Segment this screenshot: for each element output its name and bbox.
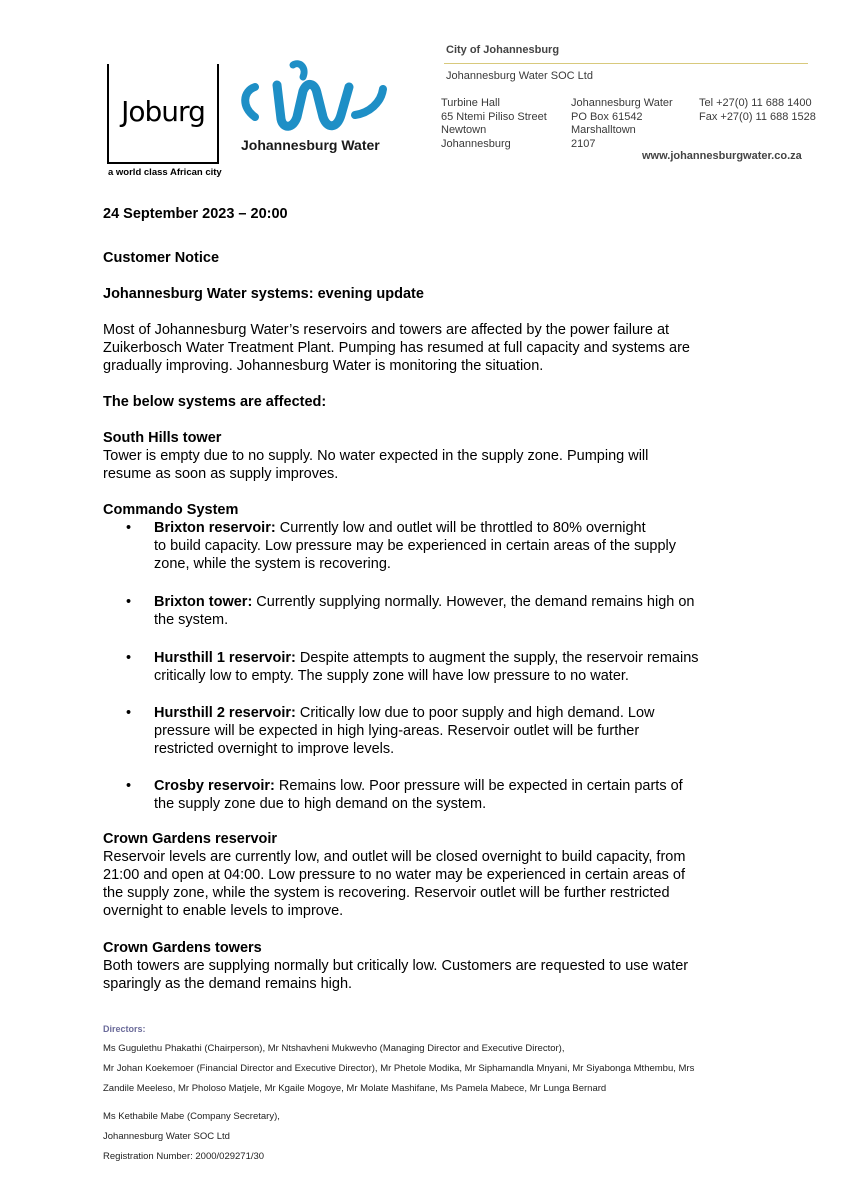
text-line: sparingly as the demand remains high. [103,976,353,992]
text-line: to build capacity. Low pressure may be experienced in certain areas of the supply [154,538,677,554]
address-line: Johannesburg [441,137,511,150]
joburg-wordmark: Joburg [121,95,205,128]
list-item [154,519,764,573]
intro-paragraph [103,321,763,375]
text-line: Johannesburg Water SOC Ltd [103,1131,230,1142]
list-item [154,704,764,758]
list-item [154,777,764,813]
item-text: Critically low due to poor supply and high demand. Low [295,705,655,721]
item-name: Hursthill 1 reservoir: [154,650,296,666]
johannesburg-water-logo [237,57,394,180]
header-address-physical [441,97,547,151]
item-text: Currently supplying normally. However, the demand remains high on [252,594,695,610]
text-line: resume as soon as supply improves. [103,466,339,482]
commando-heading: Commando System [103,502,239,518]
header-company: Johannesburg Water SOC Ltd [446,70,593,82]
company-secretary-block [103,1107,280,1167]
jw-wave-mark-icon [237,57,394,137]
text-line: pressure will be expected in high lying-areas. Reservoir outlet will be further [154,723,640,739]
text-line: gradually improving. Johannesburg Water is monitoring the situation. [103,358,544,374]
address-line: PO Box 61542 [571,110,643,123]
joburg-logo [97,57,225,180]
text-line: Zandile Meeleso, Mr Pholoso Matjele, Mr Kgaile Mogoye, Mr Molate Mashifane, Ms Pamela Mabece, Mr Lunga Bernard [103,1083,607,1094]
item-name: Brixton tower: [154,594,253,610]
section-heading: South Hills tower [103,430,222,446]
text-line: the supply zone, while the system is recovering. Reservoir outlet will be further restricted [103,885,670,901]
bullet-icon: • [126,520,132,536]
header-address-postal [571,97,673,151]
section-heading: Crown Gardens towers [103,940,262,956]
item-text: Currently low and outlet will be throttled to 80% overnight [275,520,646,536]
text-line: critically low to empty. The supply zone will have low pressure to no water. [154,668,629,684]
address-line: Newtown [441,124,487,136]
address-line: Johannesburg Water [571,97,673,109]
text-line: Mr Johan Koekemoer (Financial Director and Executive Director), Mr Phetole Modika, Mr Siphamandla Mnyani, Mr Siyabonga Mthembu, Mrs [103,1063,695,1074]
telephone: Tel +27(0) 11 688 1400 [699,97,812,109]
header-website[interactable]: www.johannesburgwater.co.za [642,150,802,162]
text-line: Ms Kethabile Mabe (Company Secretary), [103,1111,280,1122]
address-line: Marshalltown [571,124,636,136]
header-contact [699,97,816,124]
directors-label: Directors: [103,1024,146,1034]
text-line: Reservoir levels are currently low, and outlet will be closed overnight to build capacity, from [103,849,686,865]
joburg-tagline: a world class African city [108,167,222,178]
directors-list [103,1039,694,1099]
text-line: Ms Gugulethu Phakathi (Chairperson), Mr Ntshavheni Mukwevho (Managing Director and Executive Director), [103,1043,565,1054]
crown-gardens-reservoir-section [103,830,763,920]
jw-logo-name: Johannesburg Water [241,137,380,153]
address-line: 65 Ntemi Piliso Street [441,110,547,123]
header-city: City of Johannesburg [446,44,560,56]
text-line: Both towers are supplying normally but critically low. Customers are requested to use water [103,958,689,974]
bullet-icon: • [126,650,132,666]
text-line: restricted overnight to improve levels. [154,741,395,757]
item-name: Crosby reservoir: [154,778,275,794]
notice-date: 24 September 2023 – 20:00 [103,206,288,222]
item-name: Hursthill 2 reservoir: [154,705,296,721]
text-line: Tower is empty due to no supply. No water expected in the supply zone. Pumping will [103,448,649,464]
text-line: Most of Johannesburg Water’s reservoirs and towers are affected by the power failure at [103,322,670,338]
address-line: 2107 [571,137,596,150]
bullet-icon: • [126,594,132,610]
section-heading: Crown Gardens reservoir [103,831,278,847]
item-text: Despite attempts to augment the supply, the reservoir remains [295,650,699,666]
text-line: overnight to enable levels to improve. [103,903,344,919]
affected-heading: The below systems are affected: [103,394,327,410]
notice-title: Johannesburg Water systems: evening update [103,286,424,302]
text-line: Zuikerbosch Water Treatment Plant. Pumping has resumed at full capacity and systems are [103,340,690,356]
list-item [154,649,764,685]
list-item [154,593,764,629]
bullet-icon: • [126,705,132,721]
text-line: the supply zone due to high demand on the system. [154,796,487,812]
text-line: 21:00 and open at 04:00. Low pressure to no water may be experienced in certain areas of [103,867,685,883]
item-name: Brixton reservoir: [154,520,276,536]
fax: Fax +27(0) 11 688 1528 [699,110,816,123]
south-hills-section [103,429,763,483]
text-line: the system. [154,612,229,628]
text-line: zone, while the system is recovering. [154,556,391,572]
bullet-icon: • [126,778,132,794]
header-divider [444,63,808,64]
notice-type: Customer Notice [103,250,220,266]
registration-number: Registration Number: 2000/029271/30 [103,1151,265,1162]
address-line: Turbine Hall [441,97,500,109]
item-text: Remains low. Poor pressure will be expected in certain parts of [274,778,683,794]
crown-gardens-towers-section [103,939,763,993]
